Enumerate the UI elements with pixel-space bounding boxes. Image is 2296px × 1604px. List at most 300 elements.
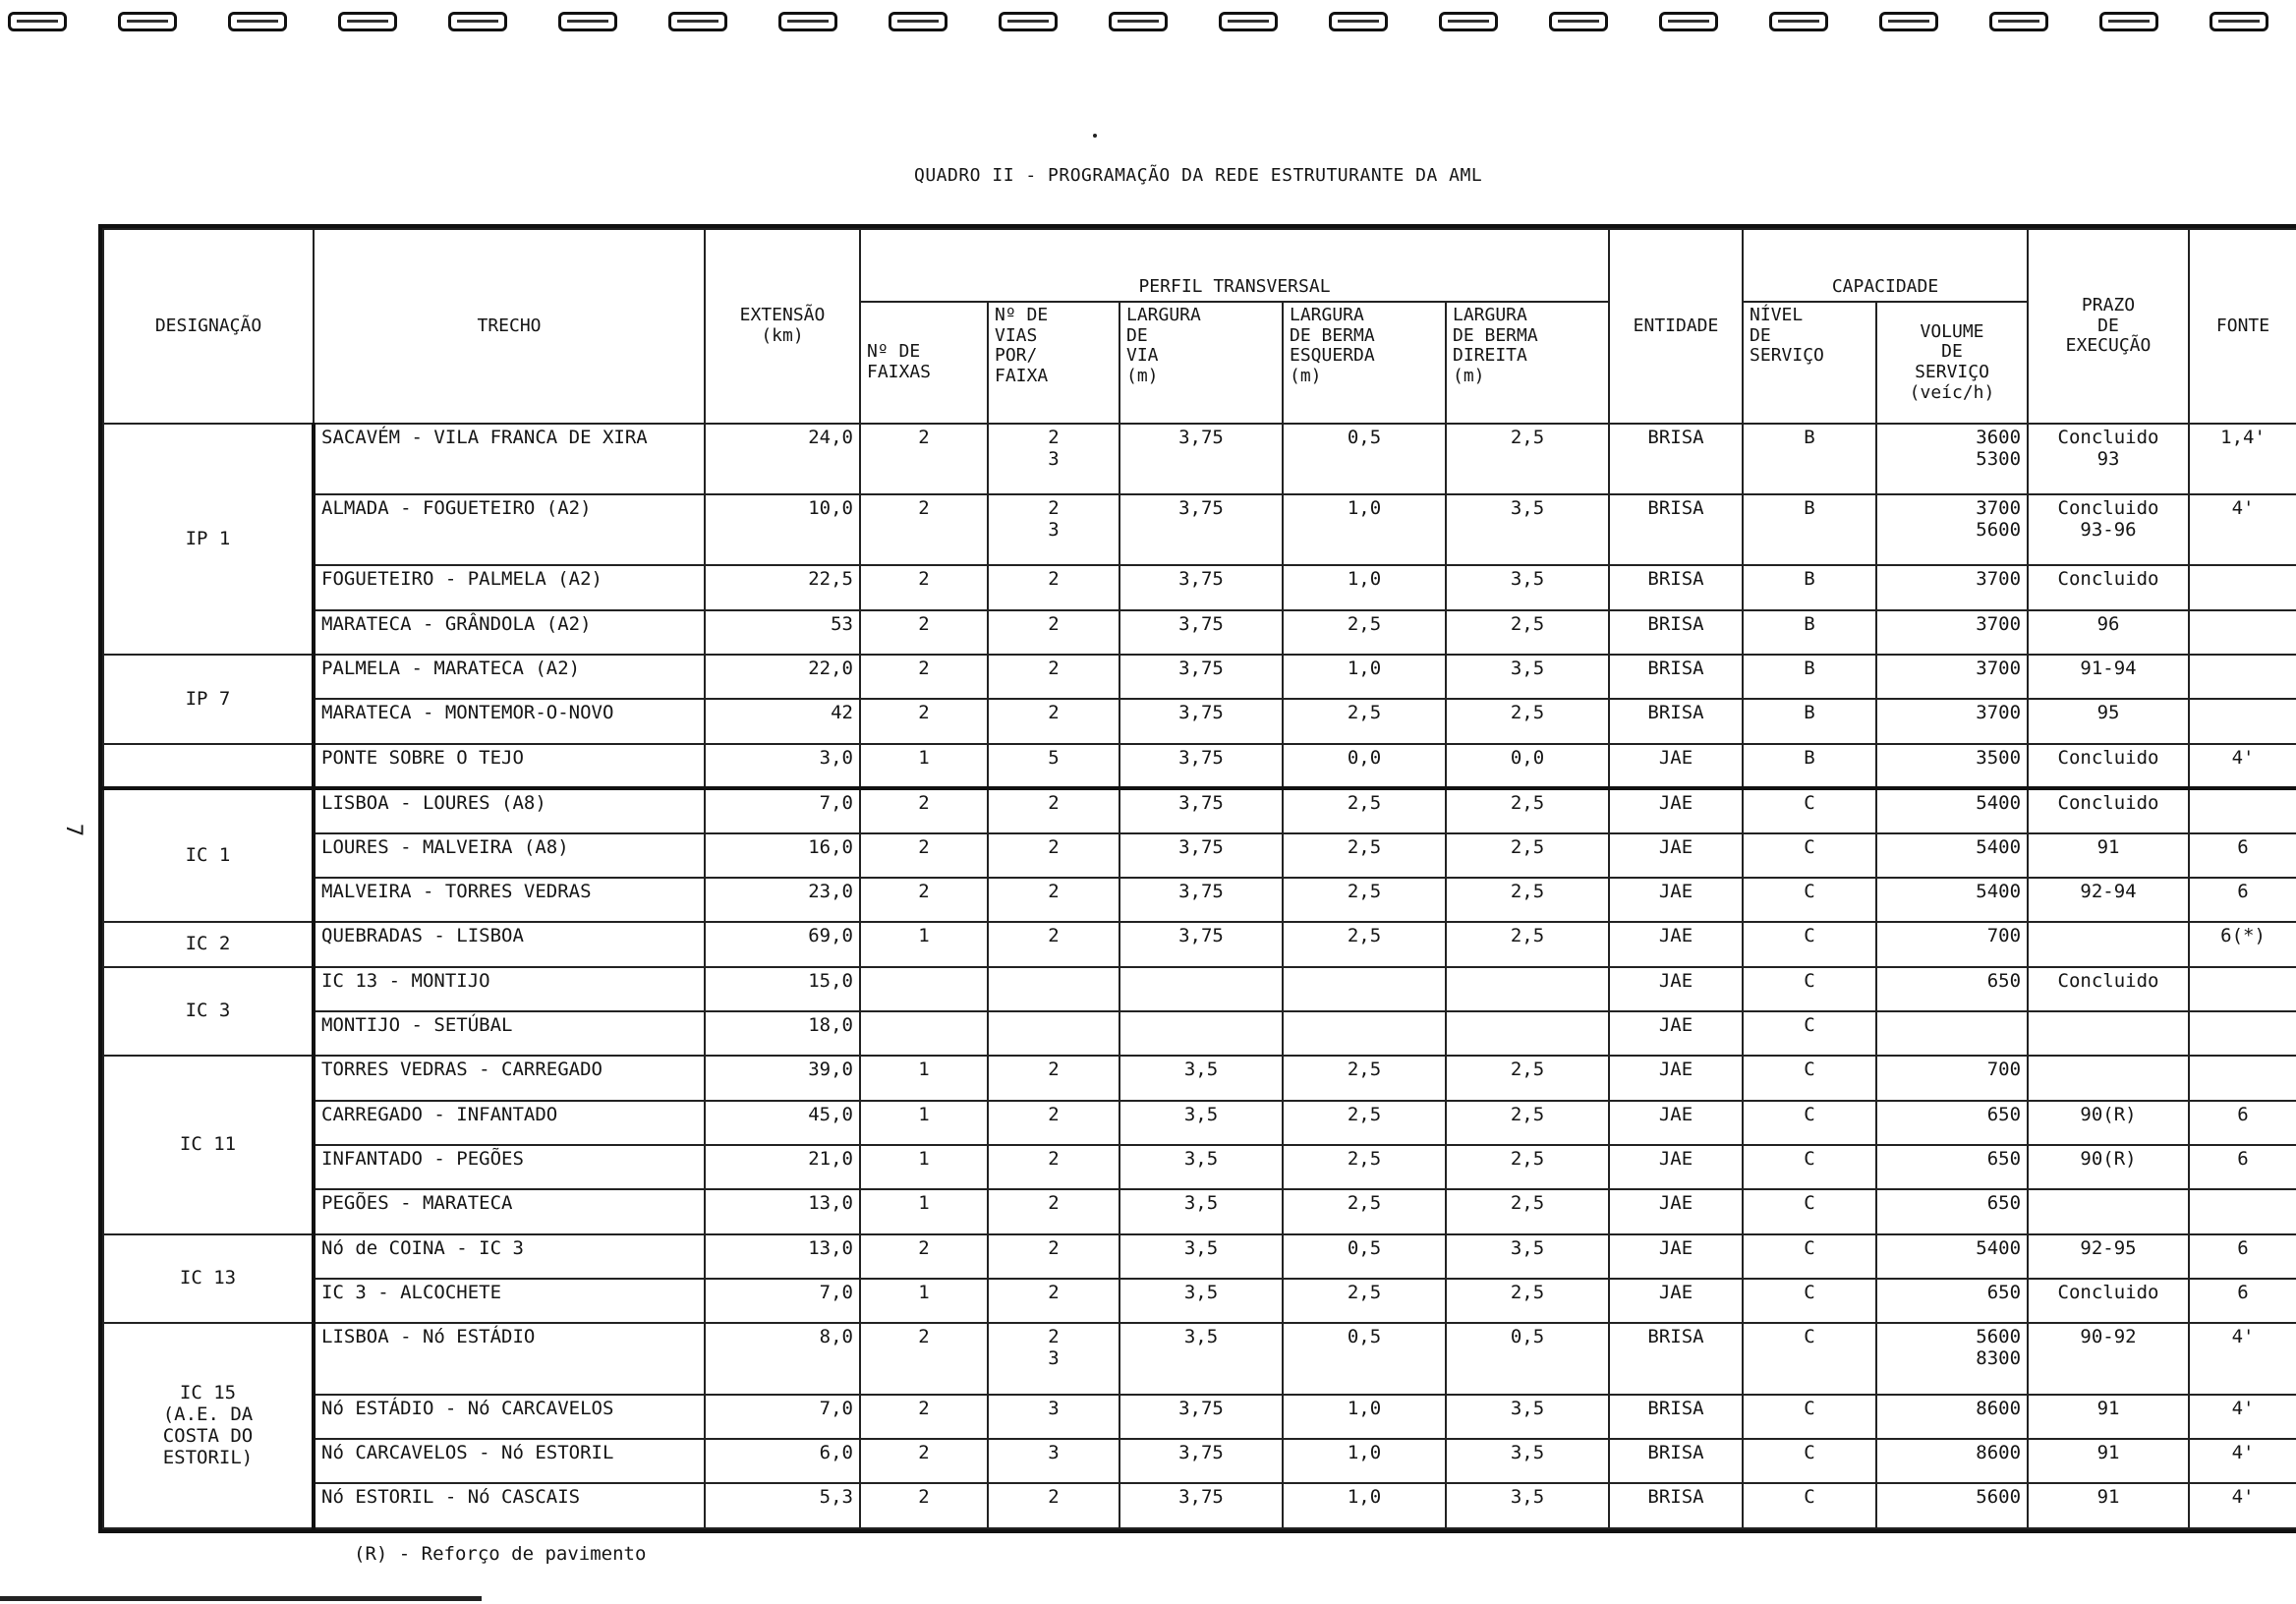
table-row [103,878,2296,922]
largura-via-cell: 3,75 [1119,833,1283,878]
binding-ring [778,12,837,31]
designacao-cell: IC 3 [103,967,314,1057]
binding-ring [889,12,947,31]
fonte-cell: 6 [2189,1145,2296,1189]
berma-esquerda-cell: 1,0 [1283,565,1446,609]
berma-direita-cell: 2,5 [1446,878,1609,922]
vias-cell: 2 [988,1234,1119,1279]
extensao-cell: 6,0 [705,1439,860,1483]
nivel-servico-cell: C [1743,1234,1876,1279]
header-n-faixas: Nº DE FAIXAS [860,302,988,424]
vias-cell: 2 [988,1483,1119,1528]
faixas-cell [860,967,988,1011]
faixas-cell: 2 [860,610,988,655]
fonte-cell [2189,788,2296,832]
volume-servico-cell: 700 [1876,1056,2028,1100]
volume-servico-cell: 5400 [1876,788,2028,832]
designacao-cell: IC 1 [103,788,314,922]
nivel-servico-cell: C [1743,1145,1876,1189]
stray-dot [1093,134,1097,138]
header-designacao: DESIGNAÇÃO [103,229,314,424]
entidade-cell: BRISA [1609,565,1743,609]
header-capacidade: CAPACIDADE [1743,229,2028,302]
fonte-cell: 6 [2189,878,2296,922]
entidade-cell: BRISA [1609,424,1743,494]
entidade-cell: JAE [1609,1101,1743,1145]
prazo-execucao-cell: Concluido 93-96 [2028,494,2189,565]
margin-mark: 7 [61,823,86,837]
prazo-execucao-cell [2028,922,2189,966]
largura-via-cell: 3,5 [1119,1323,1283,1394]
largura-via-cell: 3,75 [1119,1439,1283,1483]
prazo-execucao-cell: Concluido [2028,788,2189,832]
faixas-cell: 2 [860,1234,988,1279]
extensao-cell: 23,0 [705,878,860,922]
extensao-cell: 18,0 [705,1011,860,1056]
nivel-servico-cell: C [1743,1011,1876,1056]
binding-ring [558,12,617,31]
vias-cell [988,967,1119,1011]
volume-servico-cell: 8600 [1876,1395,2028,1439]
fonte-cell: 6 [2189,1101,2296,1145]
vias-cell: 3 [988,1395,1119,1439]
berma-esquerda-cell: 2,5 [1283,1145,1446,1189]
nivel-servico-cell: C [1743,967,1876,1011]
faixas-cell: 1 [860,1101,988,1145]
prazo-execucao-cell: Concluido 93 [2028,424,2189,494]
entidade-cell: BRISA [1609,699,1743,743]
binding-ring [8,12,67,31]
fonte-cell: 4' [2189,1439,2296,1483]
vias-cell: 2 [988,1279,1119,1323]
largura-via-cell [1119,967,1283,1011]
bottom-rule [0,1596,482,1601]
binding-ring [448,12,507,31]
berma-esquerda-cell: 2,5 [1283,1101,1446,1145]
volume-servico-cell [1876,1011,2028,1056]
largura-via-cell: 3,75 [1119,1395,1283,1439]
faixas-cell: 1 [860,1145,988,1189]
table-row [103,1056,2296,1100]
binding-ring [2099,12,2158,31]
entidade-cell: BRISA [1609,1483,1743,1528]
entidade-cell: JAE [1609,967,1743,1011]
fonte-cell: 1,4' [2189,424,2296,494]
table-row [103,610,2296,655]
nivel-servico-cell: B [1743,424,1876,494]
entidade-cell: JAE [1609,1234,1743,1279]
berma-direita-cell: 3,5 [1446,1439,1609,1483]
trecho-cell: LISBOA - LOURES (A8) [314,788,705,832]
extensao-cell: 16,0 [705,833,860,878]
entidade-cell: JAE [1609,833,1743,878]
nivel-servico-cell: C [1743,1323,1876,1394]
fonte-cell [2189,1056,2296,1100]
fonte-cell: 4' [2189,1395,2296,1439]
table-row [103,788,2296,832]
designacao-cell [103,744,314,788]
table-row [103,1189,2296,1233]
faixas-cell: 1 [860,922,988,966]
fonte-cell: 6 [2189,1234,2296,1279]
faixas-cell [860,1011,988,1056]
berma-direita-cell: 3,5 [1446,565,1609,609]
vias-cell: 2 [988,1189,1119,1233]
faixas-cell: 2 [860,1323,988,1394]
prazo-execucao-cell: 96 [2028,610,2189,655]
entidade-cell: JAE [1609,788,1743,832]
prazo-execucao-cell: 91 [2028,1439,2189,1483]
trecho-cell: LISBOA - Nó ESTÁDIO [314,1323,705,1394]
largura-via-cell: 3,75 [1119,565,1283,609]
entidade-cell: JAE [1609,1279,1743,1323]
berma-esquerda-cell [1283,967,1446,1011]
prazo-execucao-cell: 90(R) [2028,1101,2189,1145]
trecho-cell: IC 13 - MONTIJO [314,967,705,1011]
trecho-cell: Nó CARCAVELOS - Nó ESTORIL [314,1439,705,1483]
header-largura-via: LARGURA DE VIA (m) [1119,302,1283,424]
prazo-execucao-cell: 91 [2028,833,2189,878]
faixas-cell: 2 [860,788,988,832]
largura-via-cell [1119,1011,1283,1056]
table-row [103,699,2296,743]
faixas-cell: 2 [860,1395,988,1439]
header-entidade: ENTIDADE [1609,229,1743,424]
table-row [103,1234,2296,1279]
extensao-cell: 7,0 [705,788,860,832]
prazo-execucao-cell: 90(R) [2028,1145,2189,1189]
largura-via-cell: 3,75 [1119,494,1283,565]
prazo-execucao-cell: 90-92 [2028,1323,2189,1394]
berma-direita-cell: 2,5 [1446,1145,1609,1189]
berma-esquerda-cell: 1,0 [1283,1395,1446,1439]
prazo-execucao-cell [2028,1189,2189,1233]
entidade-cell: BRISA [1609,1395,1743,1439]
vias-cell: 2 [988,655,1119,699]
extensao-cell: 13,0 [705,1189,860,1233]
nivel-servico-cell: C [1743,1101,1876,1145]
header-berma-direita: LARGURA DE BERMA DIREITA (m) [1446,302,1609,424]
extensao-cell: 69,0 [705,922,860,966]
berma-esquerda-cell: 2,5 [1283,922,1446,966]
volume-servico-cell: 5400 [1876,1234,2028,1279]
fonte-cell [2189,565,2296,609]
trecho-cell: MALVEIRA - TORRES VEDRAS [314,878,705,922]
spiral-binding [0,0,2296,39]
fonte-cell: 6 [2189,1279,2296,1323]
faixas-cell: 2 [860,565,988,609]
fonte-cell: 4' [2189,1483,2296,1528]
table-row [103,1145,2296,1189]
berma-esquerda-cell: 1,0 [1283,655,1446,699]
fonte-cell: 4' [2189,744,2296,788]
prazo-execucao-cell: Concluido [2028,967,2189,1011]
header-trecho: TRECHO [314,229,705,424]
table-frame [98,224,2296,1533]
entidade-cell: BRISA [1609,494,1743,565]
extensao-cell: 7,0 [705,1395,860,1439]
volume-servico-cell: 5400 [1876,878,2028,922]
berma-direita-cell: 3,5 [1446,655,1609,699]
berma-direita-cell: 2,5 [1446,1056,1609,1100]
trecho-cell: ALMADA - FOGUETEIRO (A2) [314,494,705,565]
vias-cell: 2 [988,878,1119,922]
entidade-cell: JAE [1609,922,1743,966]
trecho-cell: CARREGADO - INFANTADO [314,1101,705,1145]
nivel-servico-cell: B [1743,744,1876,788]
header-berma-esquerda: LARGURA DE BERMA ESQUERDA (m) [1283,302,1446,424]
entidade-cell: BRISA [1609,1323,1743,1394]
largura-via-cell: 3,75 [1119,610,1283,655]
road-network-table [102,228,2296,1529]
extensao-cell: 39,0 [705,1056,860,1100]
table-row [103,424,2296,494]
volume-servico-cell: 700 [1876,922,2028,966]
table-row [103,494,2296,565]
designacao-cell: IP 1 [103,424,314,655]
faixas-cell: 1 [860,1056,988,1100]
volume-servico-cell: 3700 5600 [1876,494,2028,565]
berma-direita-cell: 2,5 [1446,699,1609,743]
vias-cell: 2 [988,1056,1119,1100]
binding-ring [1109,12,1168,31]
berma-esquerda-cell: 2,5 [1283,788,1446,832]
berma-direita-cell: 3,5 [1446,1483,1609,1528]
berma-esquerda-cell: 0,5 [1283,1323,1446,1394]
largura-via-cell: 3,5 [1119,1056,1283,1100]
fonte-cell: 4' [2189,1323,2296,1394]
berma-direita-cell [1446,1011,1609,1056]
berma-esquerda-cell: 2,5 [1283,833,1446,878]
faixas-cell: 2 [860,833,988,878]
table-row [103,922,2296,966]
extensao-cell: 53 [705,610,860,655]
volume-servico-cell: 3700 [1876,699,2028,743]
largura-via-cell: 3,5 [1119,1145,1283,1189]
vias-cell: 2 [988,833,1119,878]
trecho-cell: INFANTADO - PEGÕES [314,1145,705,1189]
prazo-execucao-cell: Concluido [2028,1279,2189,1323]
trecho-cell: IC 3 - ALCOCHETE [314,1279,705,1323]
fonte-cell [2189,1011,2296,1056]
binding-ring [1659,12,1718,31]
berma-direita-cell: 2,5 [1446,922,1609,966]
table-row [103,655,2296,699]
volume-servico-cell: 3700 [1876,565,2028,609]
berma-direita-cell: 0,5 [1446,1323,1609,1394]
largura-via-cell: 3,75 [1119,922,1283,966]
berma-esquerda-cell: 2,5 [1283,610,1446,655]
header-extensao: EXTENSÃO (km) [705,229,860,424]
nivel-servico-cell: C [1743,1056,1876,1100]
entidade-cell: JAE [1609,1189,1743,1233]
binding-ring [1549,12,1608,31]
berma-direita-cell: 3,5 [1446,1234,1609,1279]
entidade-cell: JAE [1609,1145,1743,1189]
page-title: QUADRO II - PROGRAMAÇÃO DA REDE ESTRUTURANTE DA AML [914,165,1483,186]
designacao-cell: IP 7 [103,655,314,744]
nivel-servico-cell: C [1743,1439,1876,1483]
faixas-cell: 1 [860,1189,988,1233]
faixas-cell: 2 [860,424,988,494]
fonte-cell: 6(*) [2189,922,2296,966]
binding-ring [1329,12,1388,31]
entidade-cell: BRISA [1609,655,1743,699]
volume-servico-cell: 5400 [1876,833,2028,878]
largura-via-cell: 3,75 [1119,655,1283,699]
berma-direita-cell: 2,5 [1446,1101,1609,1145]
prazo-execucao-cell: 95 [2028,699,2189,743]
berma-direita-cell: 2,5 [1446,610,1609,655]
volume-servico-cell: 3700 [1876,610,2028,655]
berma-direita-cell [1446,967,1609,1011]
volume-servico-cell: 3600 5300 [1876,424,2028,494]
berma-direita-cell: 3,5 [1446,494,1609,565]
binding-ring [1879,12,1938,31]
vias-cell: 2 3 [988,1323,1119,1394]
berma-direita-cell: 3,5 [1446,1395,1609,1439]
table-row [103,565,2296,609]
faixas-cell: 2 [860,699,988,743]
entidade-cell: JAE [1609,878,1743,922]
trecho-cell: TORRES VEDRAS - CARREGADO [314,1056,705,1100]
extensao-cell: 8,0 [705,1323,860,1394]
volume-servico-cell: 650 [1876,1279,2028,1323]
binding-ring [1219,12,1278,31]
entidade-cell: JAE [1609,1056,1743,1100]
designacao-cell: IC 15 (A.E. DA COSTA DO ESTORIL) [103,1323,314,1528]
extensao-cell: 7,0 [705,1279,860,1323]
binding-ring [338,12,397,31]
header-prazo: PRAZO DE EXECUÇÃO [2028,229,2189,424]
largura-via-cell: 3,5 [1119,1279,1283,1323]
berma-esquerda-cell: 0,5 [1283,424,1446,494]
fonte-cell [2189,655,2296,699]
extensao-cell: 10,0 [705,494,860,565]
binding-ring [228,12,287,31]
vias-cell: 2 3 [988,494,1119,565]
nivel-servico-cell: C [1743,878,1876,922]
vias-cell: 2 [988,1145,1119,1189]
vias-cell: 2 [988,788,1119,832]
footnote: (R) - Reforço de pavimento [354,1543,647,1565]
berma-esquerda-cell: 2,5 [1283,1279,1446,1323]
header-volume-servico: VOLUME DE SERVIÇO (veíc/h) [1876,302,2028,424]
extensao-cell: 13,0 [705,1234,860,1279]
berma-direita-cell: 2,5 [1446,833,1609,878]
vias-cell: 2 [988,699,1119,743]
binding-ring [1769,12,1828,31]
vias-cell: 2 [988,922,1119,966]
table-row [103,833,2296,878]
vias-cell: 2 [988,610,1119,655]
nivel-servico-cell: B [1743,494,1876,565]
binding-ring [1989,12,2048,31]
table-row [103,1483,2296,1528]
entidade-cell: BRISA [1609,1439,1743,1483]
berma-esquerda-cell: 2,5 [1283,699,1446,743]
trecho-cell: SACAVÉM - VILA FRANCA DE XIRA [314,424,705,494]
faixas-cell: 2 [860,655,988,699]
nivel-servico-cell: B [1743,610,1876,655]
berma-direita-cell: 0,0 [1446,744,1609,788]
table-row [103,967,2296,1011]
faixas-cell: 2 [860,878,988,922]
berma-direita-cell: 2,5 [1446,1279,1609,1323]
prazo-execucao-cell: Concluido [2028,565,2189,609]
nivel-servico-cell: B [1743,565,1876,609]
largura-via-cell: 3,75 [1119,424,1283,494]
nivel-servico-cell: C [1743,788,1876,832]
designacao-cell: IC 13 [103,1234,314,1324]
extensao-cell: 3,0 [705,744,860,788]
fonte-cell: 6 [2189,833,2296,878]
table-row [103,1279,2296,1323]
extensao-cell: 21,0 [705,1145,860,1189]
trecho-cell: PALMELA - MARATECA (A2) [314,655,705,699]
trecho-cell: Nó ESTORIL - Nó CASCAIS [314,1483,705,1528]
volume-servico-cell: 650 [1876,1101,2028,1145]
trecho-cell: Nó ESTÁDIO - Nó CARCAVELOS [314,1395,705,1439]
prazo-execucao-cell: 91 [2028,1395,2189,1439]
trecho-cell: MONTIJO - SETÚBAL [314,1011,705,1056]
table-row [103,744,2296,788]
volume-servico-cell: 3500 [1876,744,2028,788]
berma-esquerda-cell: 0,0 [1283,744,1446,788]
berma-esquerda-cell [1283,1011,1446,1056]
faixas-cell: 1 [860,744,988,788]
berma-esquerda-cell: 2,5 [1283,1056,1446,1100]
berma-esquerda-cell: 1,0 [1283,1483,1446,1528]
binding-ring [668,12,727,31]
designacao-cell: IC 2 [103,922,314,966]
extensao-cell: 5,3 [705,1483,860,1528]
binding-ring [118,12,177,31]
header-nivel-servico: NÍVEL DE SERVIÇO [1743,302,1876,424]
fonte-cell [2189,1189,2296,1233]
trecho-cell: MARATECA - GRÂNDOLA (A2) [314,610,705,655]
table-row [103,1395,2296,1439]
berma-direita-cell: 2,5 [1446,788,1609,832]
largura-via-cell: 3,5 [1119,1101,1283,1145]
header-perfil-transversal: PERFIL TRANSVERSAL [860,229,1609,302]
largura-via-cell: 3,75 [1119,699,1283,743]
berma-direita-cell: 2,5 [1446,1189,1609,1233]
prazo-execucao-cell [2028,1011,2189,1056]
entidade-cell: JAE [1609,1011,1743,1056]
trecho-cell: PEGÕES - MARATECA [314,1189,705,1233]
binding-ring [999,12,1058,31]
nivel-servico-cell: B [1743,699,1876,743]
trecho-cell: FOGUETEIRO - PALMELA (A2) [314,565,705,609]
prazo-execucao-cell: 91-94 [2028,655,2189,699]
volume-servico-cell: 5600 [1876,1483,2028,1528]
fonte-cell [2189,699,2296,743]
vias-cell: 2 [988,1101,1119,1145]
extensao-cell: 22,5 [705,565,860,609]
berma-direita-cell: 2,5 [1446,424,1609,494]
largura-via-cell: 3,5 [1119,1189,1283,1233]
largura-via-cell: 3,75 [1119,878,1283,922]
volume-servico-cell: 5600 8300 [1876,1323,2028,1394]
faixas-cell: 2 [860,1439,988,1483]
prazo-execucao-cell: 91 [2028,1483,2189,1528]
volume-servico-cell: 650 [1876,1189,2028,1233]
vias-cell: 2 3 [988,424,1119,494]
volume-servico-cell: 8600 [1876,1439,2028,1483]
vias-cell: 2 [988,565,1119,609]
largura-via-cell: 3,75 [1119,744,1283,788]
